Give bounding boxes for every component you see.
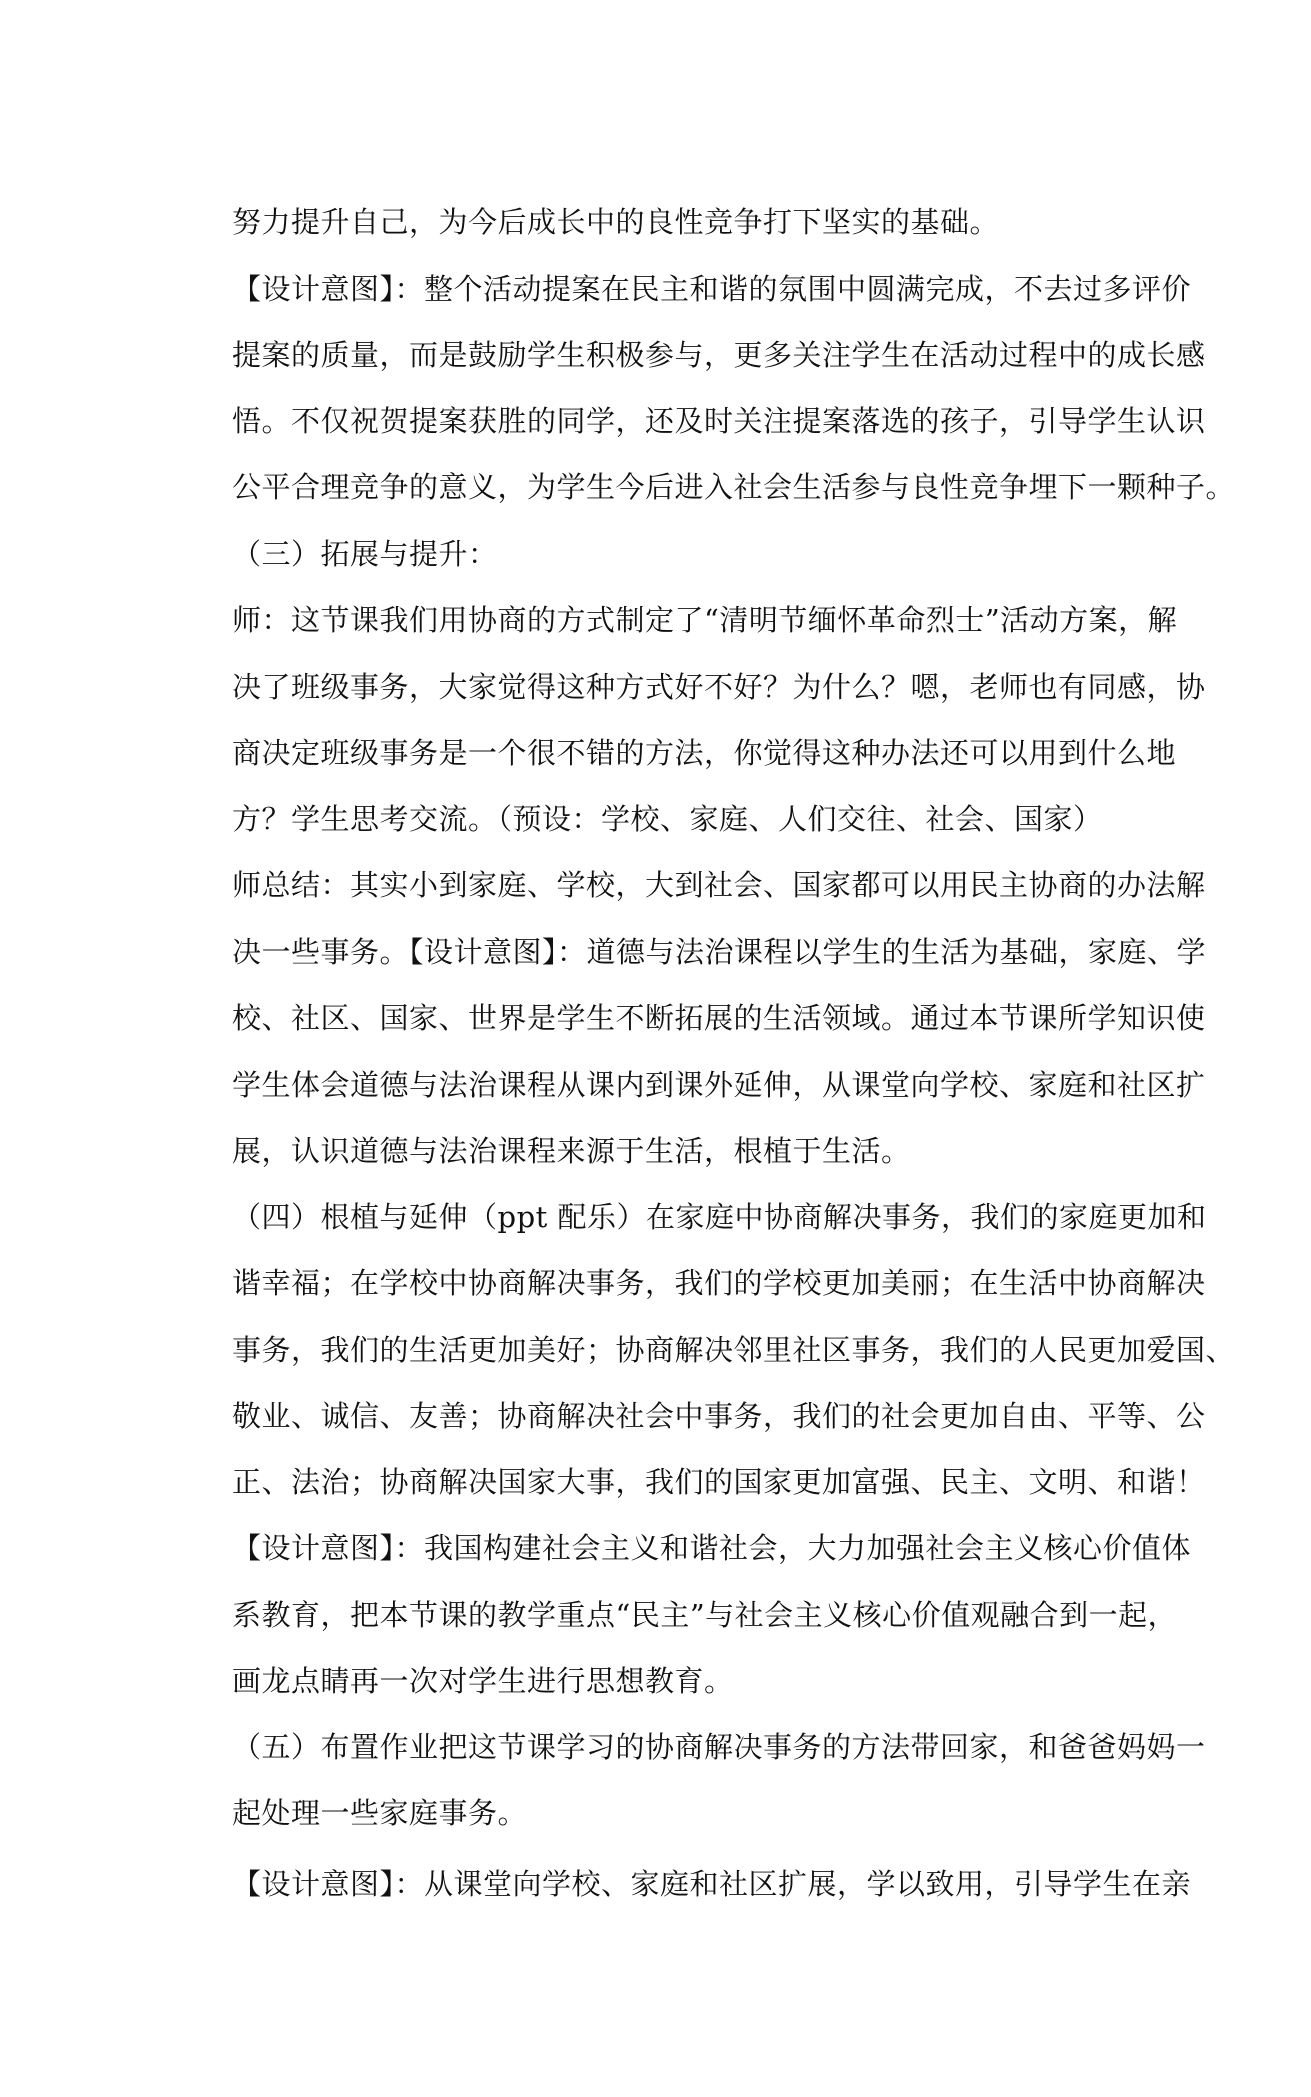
text-line: 决了班级事务，大家觉得这种方式好不好？为什么？嗯，老师也有同感，协 xyxy=(232,670,1206,704)
text-line: 正、法治；协商解决国家大事，我们的国家更加富强、民主、文明、和谐！ xyxy=(232,1465,1206,1499)
text-line: 画龙点睛再一次对学生进行思想教育。 xyxy=(232,1664,734,1698)
text-line: 事务，我们的生活更加美好；协商解决邻里社区事务，我们的人民更加爱国、 xyxy=(232,1333,1236,1367)
section-heading: （四）根植与延伸（ppt 配乐）在家庭中协商解决事务，我们的家庭更加和 xyxy=(232,1200,1207,1234)
text-line: 【设计意图】：从课堂向学校、家庭和社区扩展，学以致用，引导学生在亲 xyxy=(232,1867,1192,1901)
text-line: 展，认识道德与法治课程来源于生活，根植于生活。 xyxy=(232,1134,911,1168)
text-line: 提案的质量，而是鼓励学生积极参与，更多关注学生在活动过程中的成长感 xyxy=(232,338,1206,372)
text-line: 方？学生思考交流。（预设：学校、家庭、人们交往、社会、国家） xyxy=(232,802,1103,836)
text-line: 【设计意图】：我国构建社会主义和谐社会，大力加强社会主义核心价值体 xyxy=(232,1531,1192,1565)
text-line: 谐幸福；在学校中协商解决事务，我们的学校更加美丽；在生活中协商解决 xyxy=(232,1266,1206,1300)
text-line: 校、社区、国家、世界是学生不断拓展的生活领域。通过本节课所学知识使 xyxy=(232,1001,1206,1035)
text-line: 起处理一些家庭事务。 xyxy=(232,1796,528,1830)
text-line: 商决定班级事务是一个很不错的方法，你觉得这种办法还可以用到什么地 xyxy=(232,736,1177,770)
section-heading: （五）布置作业把这节课学习的协商解决事务的方法带回家，和爸爸妈妈一 xyxy=(232,1730,1206,1764)
text-line: 师总结：其实小到家庭、学校，大到社会、国家都可以用民主协商的办法解 xyxy=(232,868,1206,902)
text-line: 师：这节课我们用协商的方式制定了“清明节缅怀革命烈士”活动方案，解 xyxy=(232,603,1178,637)
section-heading: （三）拓展与提升： xyxy=(232,537,498,571)
text-line: 系教育，把本节课的教学重点“民主”与社会主义核心价值观融合到一起， xyxy=(232,1598,1178,1632)
text-line: 努力提升自己，为今后成长中的良性竞争打下坚实的基础。 xyxy=(232,205,1000,239)
text-line: 学生体会道德与法治课程从课内到课外延伸，从课堂向学校、家庭和社区扩 xyxy=(232,1068,1206,1102)
text-line: 【设计意图】：整个活动提案在民主和谐的氛围中圆满完成，不去过多评价 xyxy=(232,272,1192,306)
text-line: 悟。不仅祝贺提案获胜的同学，还及时关注提案落选的孩子，引导学生认识 xyxy=(232,404,1206,438)
text-line: 决一些事务。【设计意图】：道德与法治课程以学生的生活为基础，家庭、学 xyxy=(232,935,1207,969)
text-line: 公平合理竞争的意义，为学生今后进入社会生活参与良性竞争埋下一颗种子。 xyxy=(232,470,1236,504)
text-line: 敬业、诚信、友善；协商解决社会中事务，我们的社会更加自由、平等、公 xyxy=(232,1399,1206,1433)
